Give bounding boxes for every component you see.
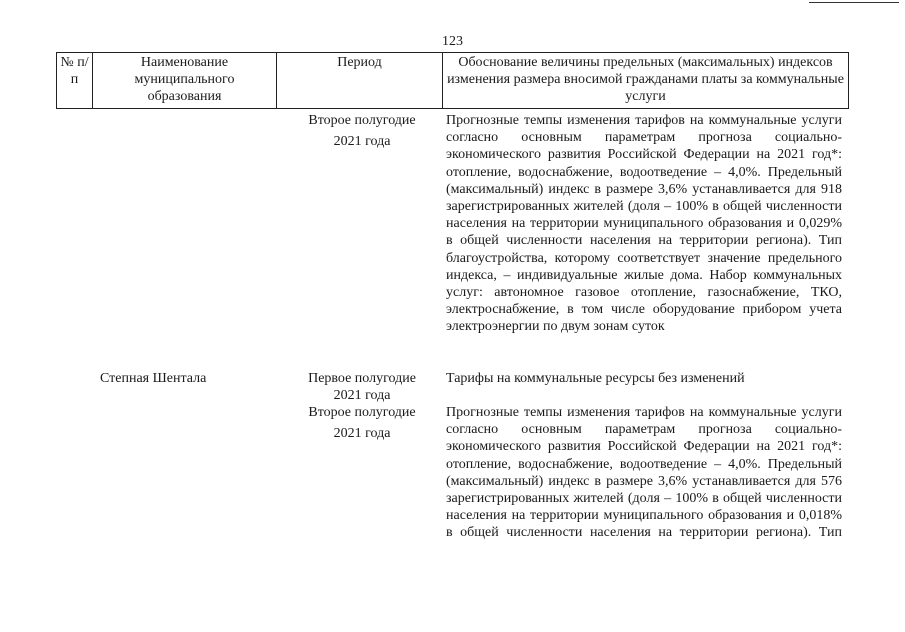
period-year: 2021 года: [333, 426, 391, 442]
top-rule: [809, 2, 899, 3]
header-name-cell: Наименование муниципального образования: [93, 53, 277, 109]
table-header: [56, 52, 849, 109]
basis-text: Тарифы на коммунальные ресурсы без изменений: [446, 371, 745, 386]
header-number-cell: № п/п: [57, 53, 93, 109]
header-period-cell: Период: [277, 53, 443, 109]
row-basis: [446, 404, 842, 542]
basis-text: Прогнозные темпы изменения тарифов на коммунальные услуги согласно основным параметрам прогноза социально-экономического развития Российской Федерации на 2021 год*: отопление, водоснабжение, водоотведение – 4,0%. Предельный (максимальный) индекс в размере 3,6% устанавливается для 576 зарегистрированных жителей (доля – 100% в общей численности населения на территории муниципального образования и 0,018% в общей численности населения на территории региона). Тип: [446, 405, 842, 541]
period-year: 2021 года: [333, 134, 391, 150]
row-basis: [446, 112, 842, 336]
period-line: Первое полугодие: [308, 371, 416, 386]
row-basis: [446, 370, 842, 387]
period-line: Второе полугодие: [308, 113, 416, 128]
row-period: [282, 112, 442, 150]
period-line: Второе полугодие: [308, 405, 416, 420]
basis-text: Прогнозные темпы изменения тарифов на коммунальные услуги согласно основным параметрам прогноза социально-экономического развития Российской Федерации на 2021 год*: отопление, водоснабжение, водоотведение – 4,0%. Предельный (максимальный) индекс в размере 3,6% устанавливается для 918 зарегистрированных жителей (доля – 100% в общей численности населения на территории муниципального образования и 0,029% в общей численности населения на территории региона). Тип благоустройства, которому соответствует значение предельного индекса, – индивидуальные жилые дома. Набор коммунальных услуг: автономное газовое отопление, газоснабжение, ТКО, электроснабжение, в том числе оборудование прибором учета электроэнергии по двум зонам суток: [446, 113, 842, 335]
row-period: [282, 404, 442, 442]
header-basis-cell: Обоснование величины предельных (максимальных) индексов изменения размера вносимой гражданами платы за коммунальные услуги: [443, 53, 849, 109]
page-number: 123: [442, 34, 463, 49]
row-period: [282, 370, 442, 404]
row-name: Степная Шентала: [100, 371, 207, 386]
period-year: 2021 года: [333, 388, 391, 404]
